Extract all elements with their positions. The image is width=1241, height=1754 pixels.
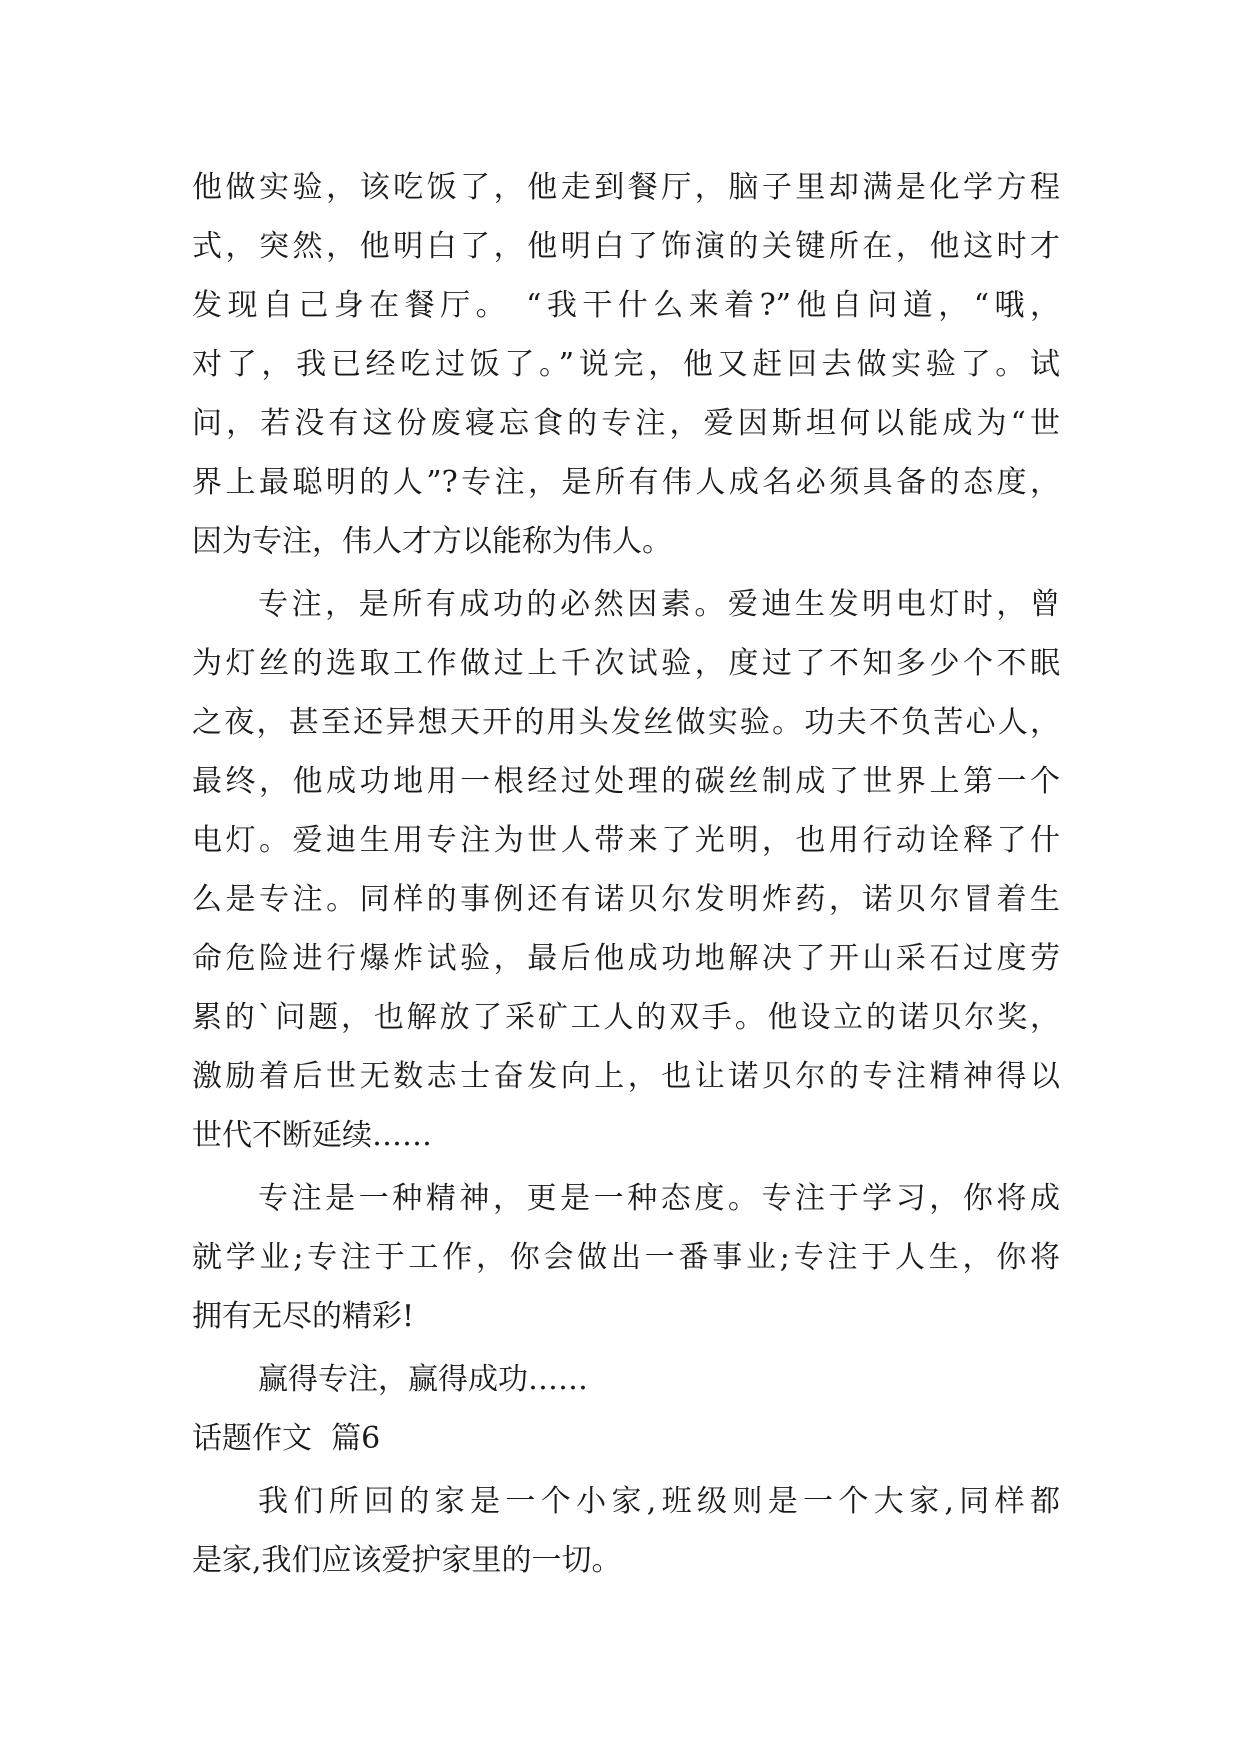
text-line: 问，若没有这份废寝忘食的专注，爱因斯坦何以能成为“世: [192, 406, 1060, 441]
text-line: 之夜，甚至还异想天开的用头发丝做实验。功夫不负苦心人，: [192, 705, 1060, 740]
text-line: 最终，他成功地用一根经过处理的碳丝制成了世界上第一个: [192, 764, 1060, 799]
text-line: 累的`问题，也解放了采矿工人的双手。他设立的诺贝尔奖，: [192, 1000, 1060, 1035]
text-line: 是家,我们应该爱护家里的一切。: [192, 1543, 622, 1578]
text-line: 他做实验，该吃饭了，他走到餐厅，脑子里却满是化学方程: [192, 170, 1060, 205]
text-line: 世代不断延续……: [192, 1118, 432, 1153]
text-line: 就学业;专注于工作，你会做出一番事业;专注于人生，你将: [192, 1240, 1060, 1275]
text-line: 式，突然，他明白了，他明白了饰演的关键所在，他这时才: [192, 229, 1060, 264]
document-body: [192, 158, 1060, 1590]
text-line: 对了，我已经吃过饭了。”说完，他又赶回去做实验了。试: [192, 347, 1060, 382]
text-line: 发现自己身在餐厅。 “我干什么来着?”他自问道，“哦，: [192, 288, 1060, 323]
paragraph-2: [192, 575, 1060, 1165]
paragraph-1: [192, 158, 1060, 571]
text-line: 界上最聪明的人”?专注，是所有伟人成名必须具备的态度，: [192, 465, 1060, 500]
text-line: 我们所回的家是一个小家,班级则是一个大家,同样都: [258, 1484, 1060, 1519]
paragraph-3: [192, 1169, 1060, 1346]
text-line: 拥有无尽的精彩!: [192, 1299, 415, 1334]
paragraph-4: [192, 1350, 1060, 1409]
text-line: 专注，是所有成功的必然因素。爱迪生发明电灯时，曾: [258, 587, 1060, 622]
text-line: 为灯丝的选取工作做过上千次试验，度过了不知多少个不眠: [192, 646, 1060, 681]
text-line: 么是专注。同样的事例还有诺贝尔发明炸药，诺贝尔冒着生: [192, 882, 1060, 917]
text-line: 因为专注，伟人才方以能称为伟人。: [192, 524, 672, 559]
text-line: 专注是一种精神，更是一种态度。专注于学习，你将成: [258, 1181, 1060, 1216]
text-line: 赢得专注，赢得成功……: [258, 1362, 588, 1397]
section-heading: 话题作文 篇6: [192, 1421, 381, 1456]
paragraph-5: [192, 1472, 1060, 1590]
text-line: 电灯。爱迪生用专注为世人带来了光明，也用行动诠释了什: [192, 823, 1060, 858]
text-line: 命危险进行爆炸试验，最后他成功地解决了开山采石过度劳: [192, 941, 1060, 976]
text-line: 激励着后世无数志士奋发向上，也让诺贝尔的专注精神得以: [192, 1059, 1060, 1094]
